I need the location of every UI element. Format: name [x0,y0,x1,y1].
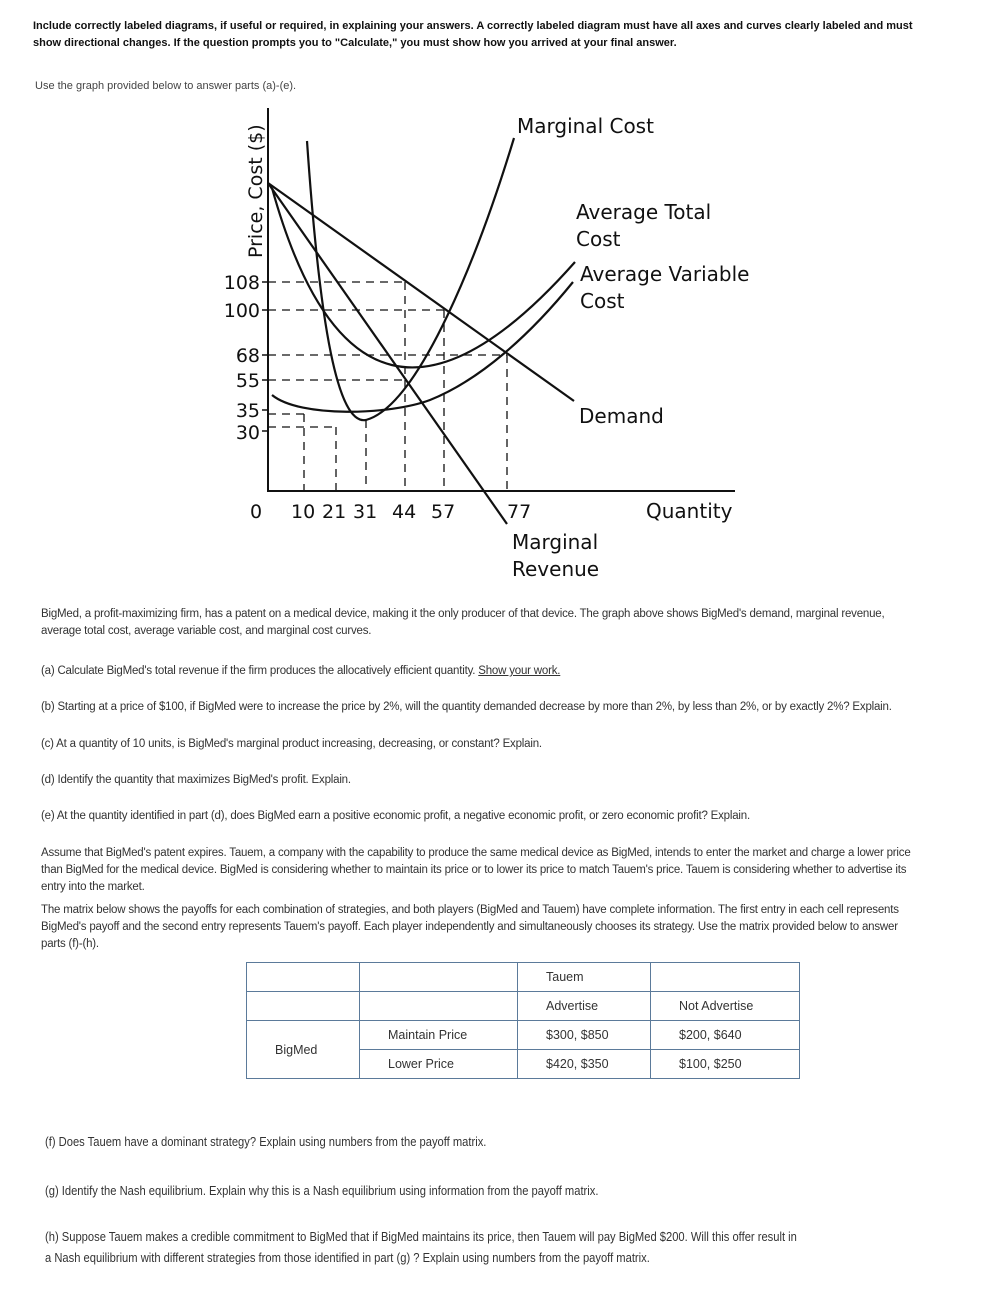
table-cell [360,963,518,992]
row-strategy-lower-price: Lower Price [360,1050,518,1079]
matrix-intro-paragraph: The matrix below shows the payoffs for each combination of strategies, and both players (BigMed and Tauem) have complete information. The first entry in each cell represents BigMed's payoff and the second entry represents Tauem's payoff. Each player independently and simultaneously chooses its strategy. Use the matrix provided below to answer parts (f)-(h). [41,904,899,950]
x-tick-10: 10 [291,501,316,523]
row-strategy-maintain-price: Maintain Price [360,1021,518,1050]
show-work-link[interactable]: Show your work. [478,665,561,677]
payoff-matrix [246,962,800,1079]
table-row [247,992,800,1021]
table-row [247,963,800,992]
demand-label: Demand [579,404,664,428]
x-tick-57: 57 [431,501,456,523]
payoff-cell: $200, $640 [651,1021,800,1050]
avc-label-line2: Cost [580,289,625,313]
avc-label-line1: Average Variable [580,262,750,286]
col-strategy-advertise: Advertise [518,992,651,1021]
question-b: (b) Starting at a price of $100, if BigMed were to increase the price by 2%, will the quantity demanded decrease by more than 2%, by less than 2%, or by exactly 2%? Explain. [41,701,892,713]
y-tick-35: 35 [235,400,260,422]
average-total-cost-curve [272,188,575,367]
question-g: (g) Identify the Nash equilibrium. Explain why this is a Nash equilibrium using information from the payoff matrix. [45,1183,599,1198]
question-e: (e) At the quantity identified in part (d), does BigMed earn a positive economic profit, a negative economic profit, or zero economic profit? Explain. [41,810,750,822]
instructions: Include correctly labeled diagrams, if useful or required, in explaining your answers. A correctly labeled diagram must have all axes and curves clearly labeled and must show directional changes. If the question prompts you to "Calculate," you must show how you arrived at your final answer. [33,20,913,49]
x-tick-31: 31 [353,501,378,523]
mr-label-line2: Revenue [512,557,600,581]
question-h: (h) Suppose Tauem makes a credible commitment to BigMed that if BigMed maintains its price, then Tauem will pay BigMed $200. Will this offer result in a Nash equilibrium with different strategies from those identified in part (g) ? Explain using numbers from the payoff matrix. [45,1229,797,1265]
table-cell [247,963,360,992]
y-tick-55: 55 [235,370,260,392]
table-row [247,1021,800,1050]
y-tick-100: 100 [223,300,260,322]
x-tick-21: 21 [322,501,347,523]
x-tick-0: 0 [250,501,263,523]
y-tick-30: 30 [235,422,260,444]
question-c: (c) At a quantity of 10 units, is BigMed's marginal product increasing, decreasing, or constant? Explain. [41,738,542,750]
payoff-cell: $300, $850 [518,1021,651,1050]
table-cell [247,992,360,1021]
y-tick-68: 68 [235,345,260,367]
mc-label: Marginal Cost [517,114,654,138]
payoff-cell: $420, $350 [518,1050,651,1079]
payoff-cell: $100, $250 [651,1050,800,1079]
assume-paragraph: Assume that BigMed's patent expires. Tauem, a company with the capability to produce the same medical device as BigMed, intends to enter the market and charge a lower price than BigMed for the medical device. BigMed is considering whether to maintain its price or to lower its price to match Tauem's price. Tauem is considering whether to advertise its entry into the market. [41,847,911,893]
x-tick-77: 77 [507,501,532,523]
question-a: (a) Calculate BigMed's total revenue if the firm produces the allocatively efficient quantity. Show your work. [41,665,561,677]
intro-paragraph: BigMed, a profit-maximizing firm, has a patent on a medical device, making it the only producer of that device. The graph above shows BigMed's demand, marginal revenue, average total cost, average variable cost, and marginal cost curves. [41,608,885,637]
table-cell [360,992,518,1021]
atc-label-line2: Cost [576,227,621,251]
marginal-cost-curve [307,138,514,420]
table-cell [651,963,800,992]
question-f: (f) Does Tauem have a dominant strategy? Explain using numbers from the payoff matrix. [45,1134,487,1149]
question-d: (d) Identify the quantity that maximizes BigMed's profit. Explain. [41,774,351,786]
cost-revenue-graph [0,0,988,600]
x-axis-label: Quantity [646,499,733,523]
y-tick-108: 108 [223,272,260,294]
col-player-label: Tauem [518,963,651,992]
row-player-label: BigMed [247,1021,360,1079]
y-axis-label: Price, Cost ($) [245,124,267,258]
col-strategy-not-advertise: Not Advertise [651,992,800,1021]
mr-label-line1: Marginal [512,530,599,554]
x-tick-44: 44 [392,501,417,523]
demand-curve [268,183,574,401]
reference-lines [268,282,507,491]
atc-label-line1: Average Total [576,200,712,224]
graph-instruction: Use the graph provided below to answer parts (a)-(e). [35,80,297,92]
